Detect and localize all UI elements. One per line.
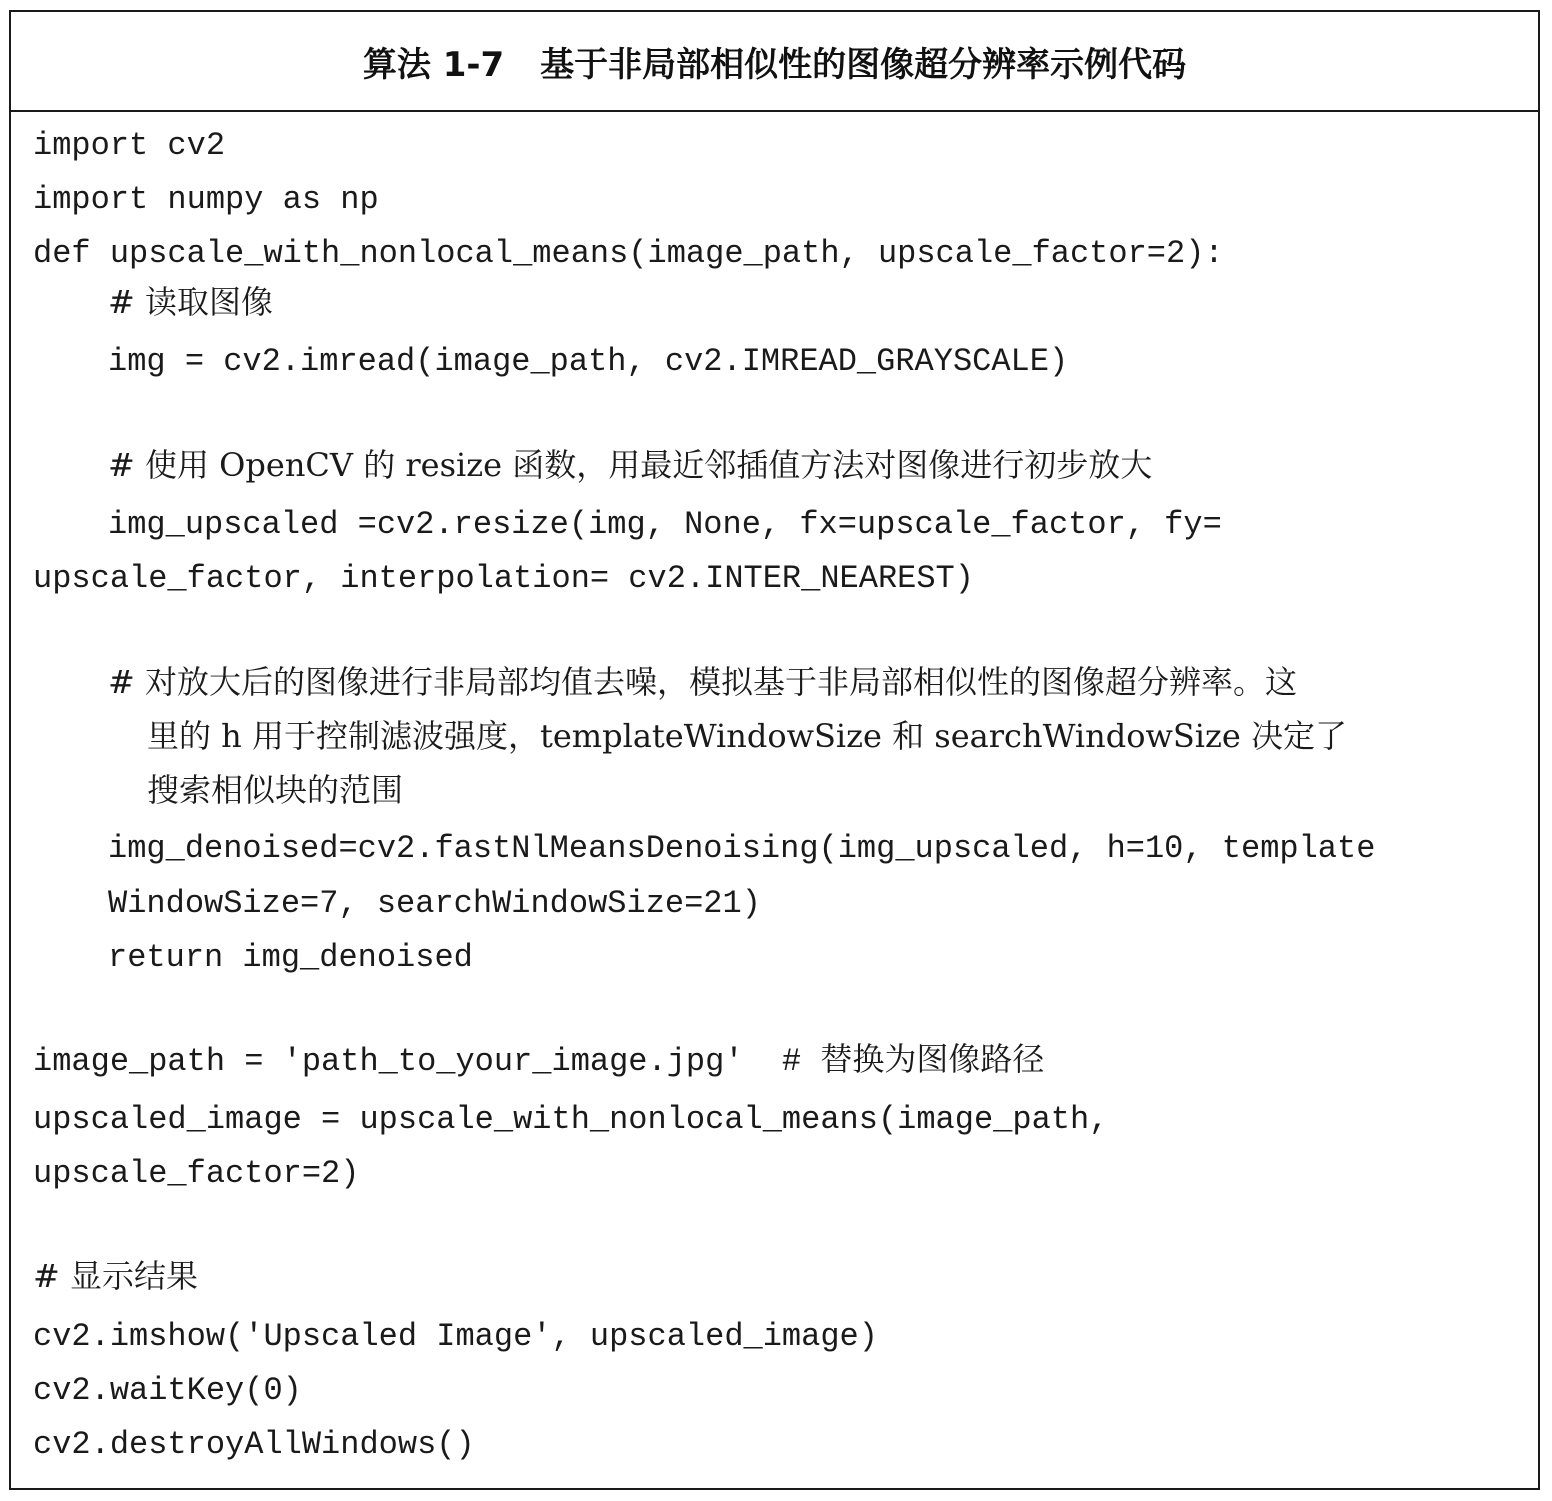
code-line: cv2.destroyAllWindows(): [33, 1426, 475, 1463]
code-line: upscaled_image = upscale_with_nonlocal_means(image_path,: [33, 1101, 1109, 1138]
code-listing-box: [9, 10, 1540, 1490]
code-comment: 里的 h 用于控制滤波强度，templateWindowSize 和 searchWindowSize 决定了: [147, 717, 1348, 755]
code-comment: # 使用 OpenCV 的 resize 函数，用最近邻插值方法对图像进行初步放大: [108, 446, 1153, 484]
listing-caption: [11, 12, 1538, 112]
code-comment: # 显示结果: [33, 1257, 198, 1295]
code-line: cv2.waitKey(0): [33, 1372, 302, 1409]
code-comment: 搜索相似块的范围: [147, 771, 404, 809]
code-line: upscale_factor=2): [33, 1155, 360, 1192]
listing-title: 基于非局部相似性的图像超分辨率示例代码: [540, 44, 1187, 85]
code-comment: # 对放大后的图像进行非局部均值去噪，模拟基于非局部相似性的图像超分辨率。这: [108, 663, 1297, 701]
code-line: img_denoised=cv2.fastNlMeansDenoising(img_upscaled, h=10, template: [108, 830, 1376, 867]
code-line: return img_denoised: [108, 939, 473, 976]
code-line: import numpy as np: [33, 181, 379, 218]
code-line: cv2.imshow('Upscaled Image', upscaled_image): [33, 1318, 878, 1355]
code-line: WindowSize=7, searchWindowSize=21): [108, 885, 761, 922]
code-line: img = cv2.imread(image_path, cv2.IMREAD_GRAYSCALE): [108, 343, 1069, 380]
code-line: img_upscaled =cv2.resize(img, None, fx=upscale_factor, fy=: [108, 506, 1222, 543]
code-line: image_path = 'path_to_your_image.jpg' # 替换为图像路径: [33, 1043, 1045, 1080]
code-comment: # 读取图像: [108, 283, 273, 321]
code-line: import cv2: [33, 127, 226, 164]
listing-number: 算法 1-7: [362, 44, 505, 85]
code-line: def upscale_with_nonlocal_means(image_path, upscale_factor=2):: [33, 235, 1224, 272]
code-block: [11, 112, 1538, 1463]
code-line: upscale_factor, interpolation= cv2.INTER_NEAREST): [33, 560, 974, 597]
